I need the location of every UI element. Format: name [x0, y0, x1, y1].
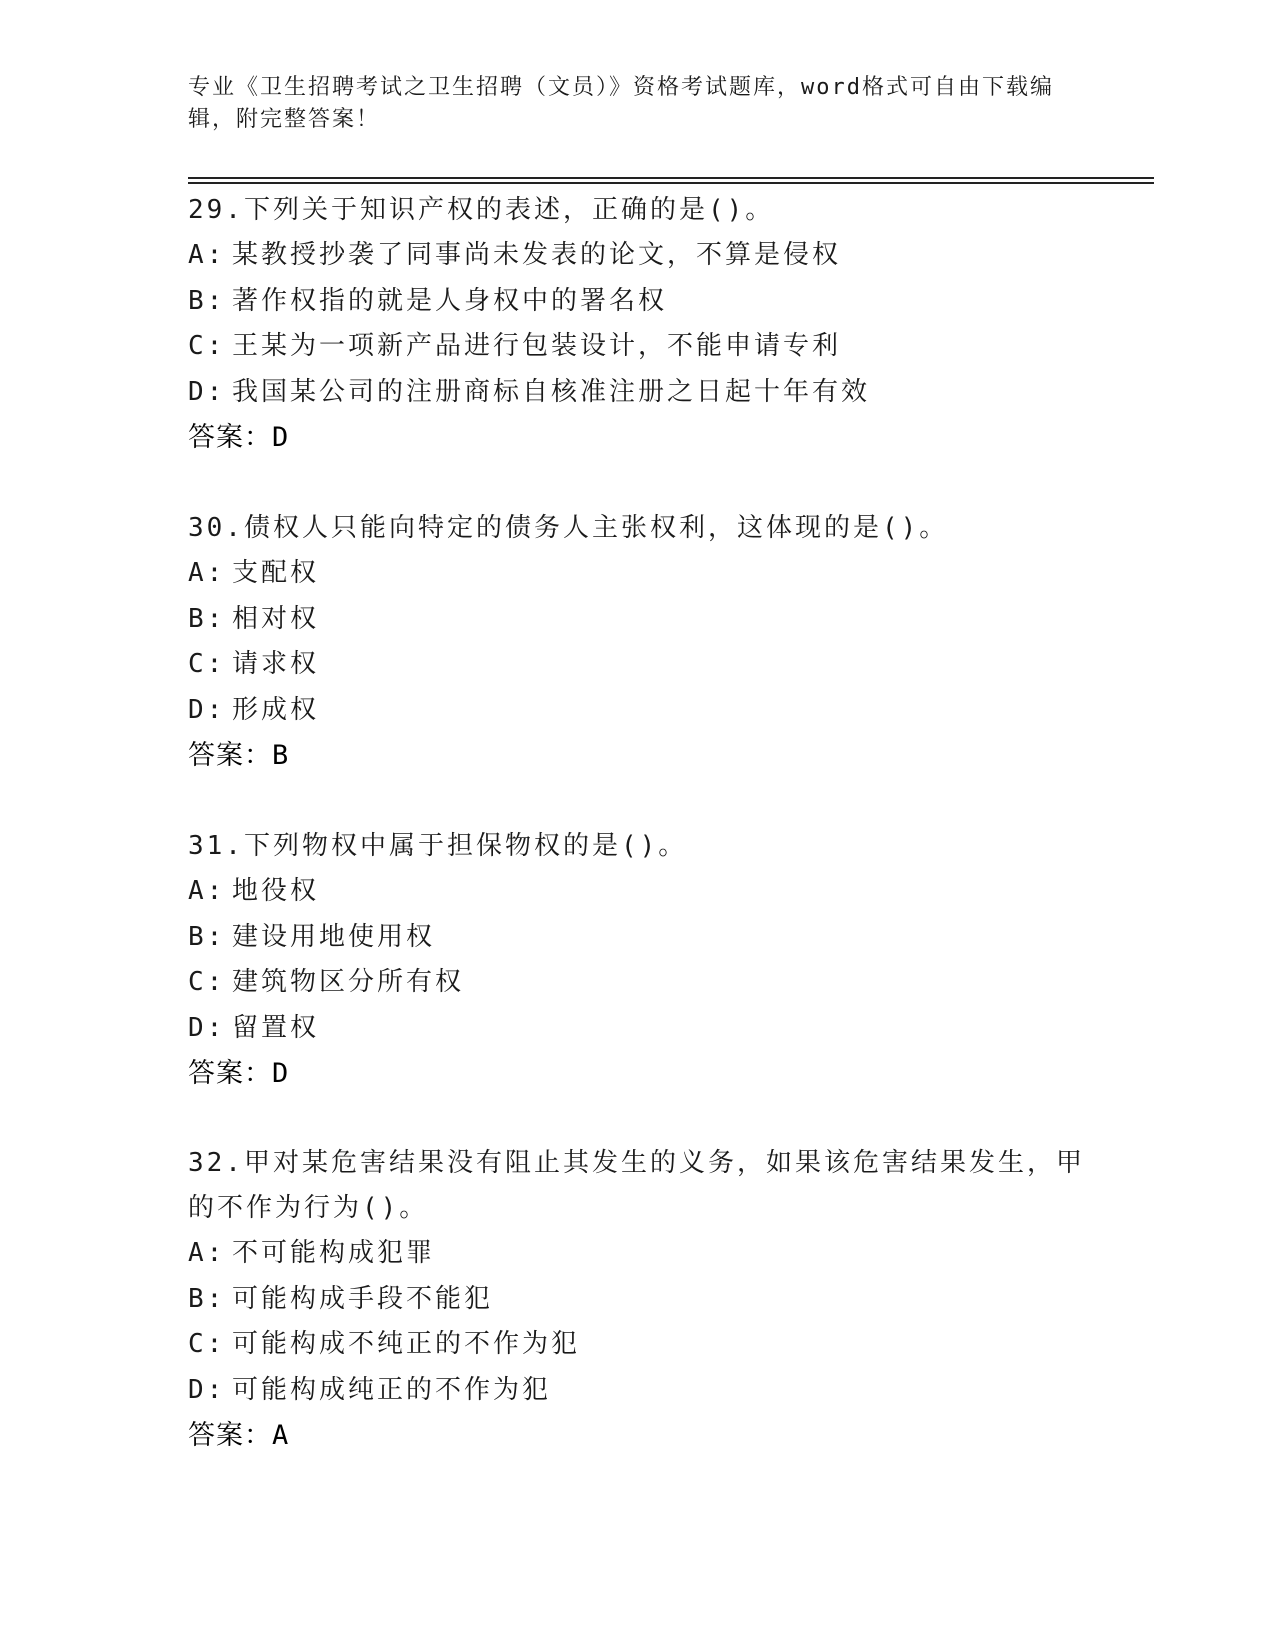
- option-letter: A:: [188, 558, 226, 588]
- option-letter: D:: [188, 1012, 226, 1043]
- option-text: 请求权: [232, 649, 320, 679]
- option-text: 建设用地使用权: [232, 921, 436, 952]
- option-a: [188, 233, 1088, 279]
- option-letter: A:: [188, 876, 226, 906]
- answer-label: 答案：: [188, 422, 272, 453]
- option-text: 可能构成纯正的不作为犯: [232, 1374, 552, 1405]
- option-c: [188, 324, 1088, 370]
- option-text: 地役权: [232, 876, 320, 906]
- option-letter: B:: [188, 285, 226, 316]
- answer-line: [188, 415, 1088, 461]
- option-d: [188, 688, 1088, 734]
- option-c: [188, 1322, 1088, 1368]
- option-text: 可能构成手段不能犯: [232, 1283, 494, 1314]
- answer-label: 答案：: [188, 740, 272, 771]
- option-c: [188, 960, 1088, 1006]
- answer-line: [188, 1051, 1088, 1097]
- option-text: 著作权指的就是人身权中的署名权: [232, 285, 668, 316]
- option-text: 某教授抄袭了同事尚未发表的论文，不算是侵权: [232, 240, 842, 270]
- question-29: [188, 188, 1088, 461]
- question-stem: 32.甲对某危害结果没有阻止其发生的义务，如果该危害结果发生，甲的不作为行为()。: [188, 1148, 1085, 1223]
- option-text: 可能构成不纯正的不作为犯: [232, 1329, 581, 1359]
- header-rule-top: [188, 177, 1154, 179]
- answer-value: D: [272, 422, 290, 453]
- option-text: 不可能构成犯罪: [232, 1238, 436, 1268]
- question-32: [188, 1141, 1088, 1459]
- option-letter: B:: [188, 603, 226, 634]
- option-text: 相对权: [232, 603, 320, 634]
- option-a: [188, 1231, 1088, 1277]
- option-d: [188, 370, 1088, 416]
- answer-line: [188, 1413, 1088, 1459]
- option-text: 我国某公司的注册商标自核准注册之日起十年有效: [232, 376, 871, 407]
- option-text: 建筑物区分所有权: [232, 967, 465, 997]
- option-a: [188, 551, 1088, 597]
- option-a: [188, 869, 1088, 915]
- option-b: [188, 915, 1088, 961]
- option-b: [188, 597, 1088, 643]
- option-letter: C:: [188, 331, 226, 361]
- option-letter: A:: [188, 240, 226, 270]
- question-stem: 31.下列物权中属于担保物权的是()。: [188, 831, 688, 861]
- answer-label: 答案：: [188, 1420, 272, 1451]
- question-30: [188, 506, 1088, 779]
- option-c: [188, 642, 1088, 688]
- option-letter: B:: [188, 1283, 226, 1314]
- option-letter: A:: [188, 1238, 226, 1268]
- question-stem: 29.下列关于知识产权的表述，正确的是()。: [188, 195, 775, 225]
- question-31: [188, 824, 1088, 1097]
- question-stem: 30.债权人只能向特定的债务人主张权利，这体现的是()。: [188, 513, 949, 543]
- header-rule-bottom: [188, 182, 1154, 184]
- option-d: [188, 1368, 1088, 1414]
- option-text: 王某为一项新产品进行包装设计，不能申请专利: [232, 331, 842, 361]
- option-letter: D:: [188, 1374, 226, 1405]
- answer-value: A: [272, 1420, 290, 1451]
- option-letter: C:: [188, 649, 226, 679]
- answer-value: D: [272, 1058, 290, 1089]
- answer-label: 答案：: [188, 1058, 272, 1089]
- option-b: [188, 279, 1088, 325]
- answer-value: B: [272, 740, 290, 771]
- option-b: [188, 1277, 1088, 1323]
- option-d: [188, 1006, 1088, 1052]
- option-letter: C:: [188, 1329, 226, 1359]
- option-letter: C:: [188, 967, 226, 997]
- option-text: 留置权: [232, 1012, 320, 1043]
- option-letter: D:: [188, 376, 226, 407]
- option-letter: D:: [188, 694, 226, 725]
- option-text: 形成权: [232, 694, 320, 725]
- option-letter: B:: [188, 921, 226, 952]
- option-text: 支配权: [232, 558, 320, 588]
- answer-line: [188, 733, 1088, 779]
- document-header: 专业《卫生招聘考试之卫生招聘（文员）》资格考试题库，word格式可自由下载编辑，附完整答案！: [188, 75, 1054, 132]
